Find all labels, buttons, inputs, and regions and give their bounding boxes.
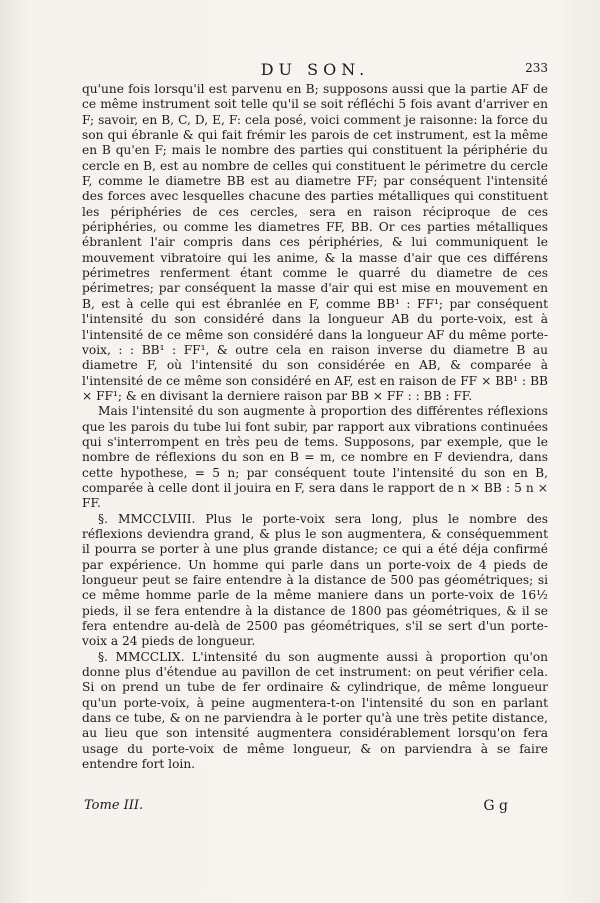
- volume-label: Tome III.: [84, 798, 144, 813]
- paragraph-section-2258: §. MMCCLVIII. Plus le porte-voix sera long, plus le nombre des réflexions deviendra grand, & plus le son augmentera, & conséquemment il pourra se porter à une plus grande distance; ce qui a été déja confirmé par expérience. Un homme qui parle dans un porte-voix de 4 pieds de longueur peut se faire entendre à la distance de 500 pas géométriques; si ce même homme parle de la même maniere dans un porte-voix de 16½ pieds, il se fera entendre à la distance de 1800 pas géométriques, & il se fera entendre au-delà de 2500 pas géométriques, s'il se sert d'un porte-voix a 24 pieds de longueur.: [82, 511, 548, 649]
- paragraph-continued: qu'une fois lorsqu'il est parvenu en B; supposons aussi que la partie AF de ce même instrument soit telle qu'il se soit réfléchi 5 fois avant d'arriver en F; savoir, en B, C, D, E, F: cela posé, voici comment je raisonne: la force du son qui ébranle & qui fait frémir les parois de cet instrument, est la même en B qu'en F; mais le nombre des parties qui constituent la périphérie du cercle en B, est au nombre de celles qui constituent le périmetre du cercle F, comme le diametre BB est au diametre FF; par conséquent l'intensité des forces avec lesquelles chacune des parties métalliques qui constituent les périphéries de ces cercles, sera en raison réciproque de ces périphéries, ou comme les diametres FF, BB. Or ces parties métalliques ébranlent l'air compris dans ces périphéries, & lui communiquent le mouvement vibratoire qui les anime, & la masse d'air que ces différens périmetres renferment étant comme le quarré du diametre de ces périmetres; par conséquent la masse d'air qui est mise en mouvement en B, est à celle qui est ébranlée en F, comme BB¹ : FF¹; par conséquent l'intensité du son considéré dans la longueur AB du porte-voix, est à l'intensité de ce même son considéré dans la longueur AF du même porte-voix, : : BB¹ : FF¹, & outre cela en raison inverse du diametre B au diametre F, où l'intensité du son considérée en AB, & comparée à l'intensité de ce même son considéré en AF, est en raison de FF × BB¹ : BB × FF¹; & en divisant la derniere raison par BB × FF : : BB : FF.: [82, 82, 548, 403]
- body-text: [82, 82, 548, 772]
- paragraph-reflexions: Mais l'intensité du son augmente à proportion des différentes réflexions que les parois du tube lui font subir, par rapport aux vibrations continuées qui s'interrompent en très peu de tems. Supposons, par exemple, que le nombre de réflexions du son en B = m, ce nombre en F deviendra, dans cette hypothese, = 5 n; par conséquent toute l'intensité du son en B, comparée à celle dont il jouira en F, sera dans le rapport de n × BB : 5 n × FF.: [82, 404, 548, 511]
- page-number: 233: [525, 61, 548, 75]
- paragraph-section-2259: §. MMCCLIX. L'intensité du son augmente aussi à proportion qu'on donne plus d'étendue au pavillon de cet instrument: on peut vérifier cela. Si on prend un tube de fer ordinaire & cylindrique, de même longueur qu'un porte-voix, à peine augmentera-t-on l'intensité du son en parlant dans ce tube, & on ne parviendra à le porter qu'à une très petite distance, au lieu que son intensité augmentera considérablement lorsqu'on fera usage du porte-voix de même longueur, & on parviendra à se faire entendre fort loin.: [82, 649, 548, 772]
- running-head: DU SON.: [260, 60, 370, 79]
- page-footer: [84, 798, 508, 818]
- signature-mark: G g: [483, 798, 508, 814]
- page-header: [82, 60, 548, 82]
